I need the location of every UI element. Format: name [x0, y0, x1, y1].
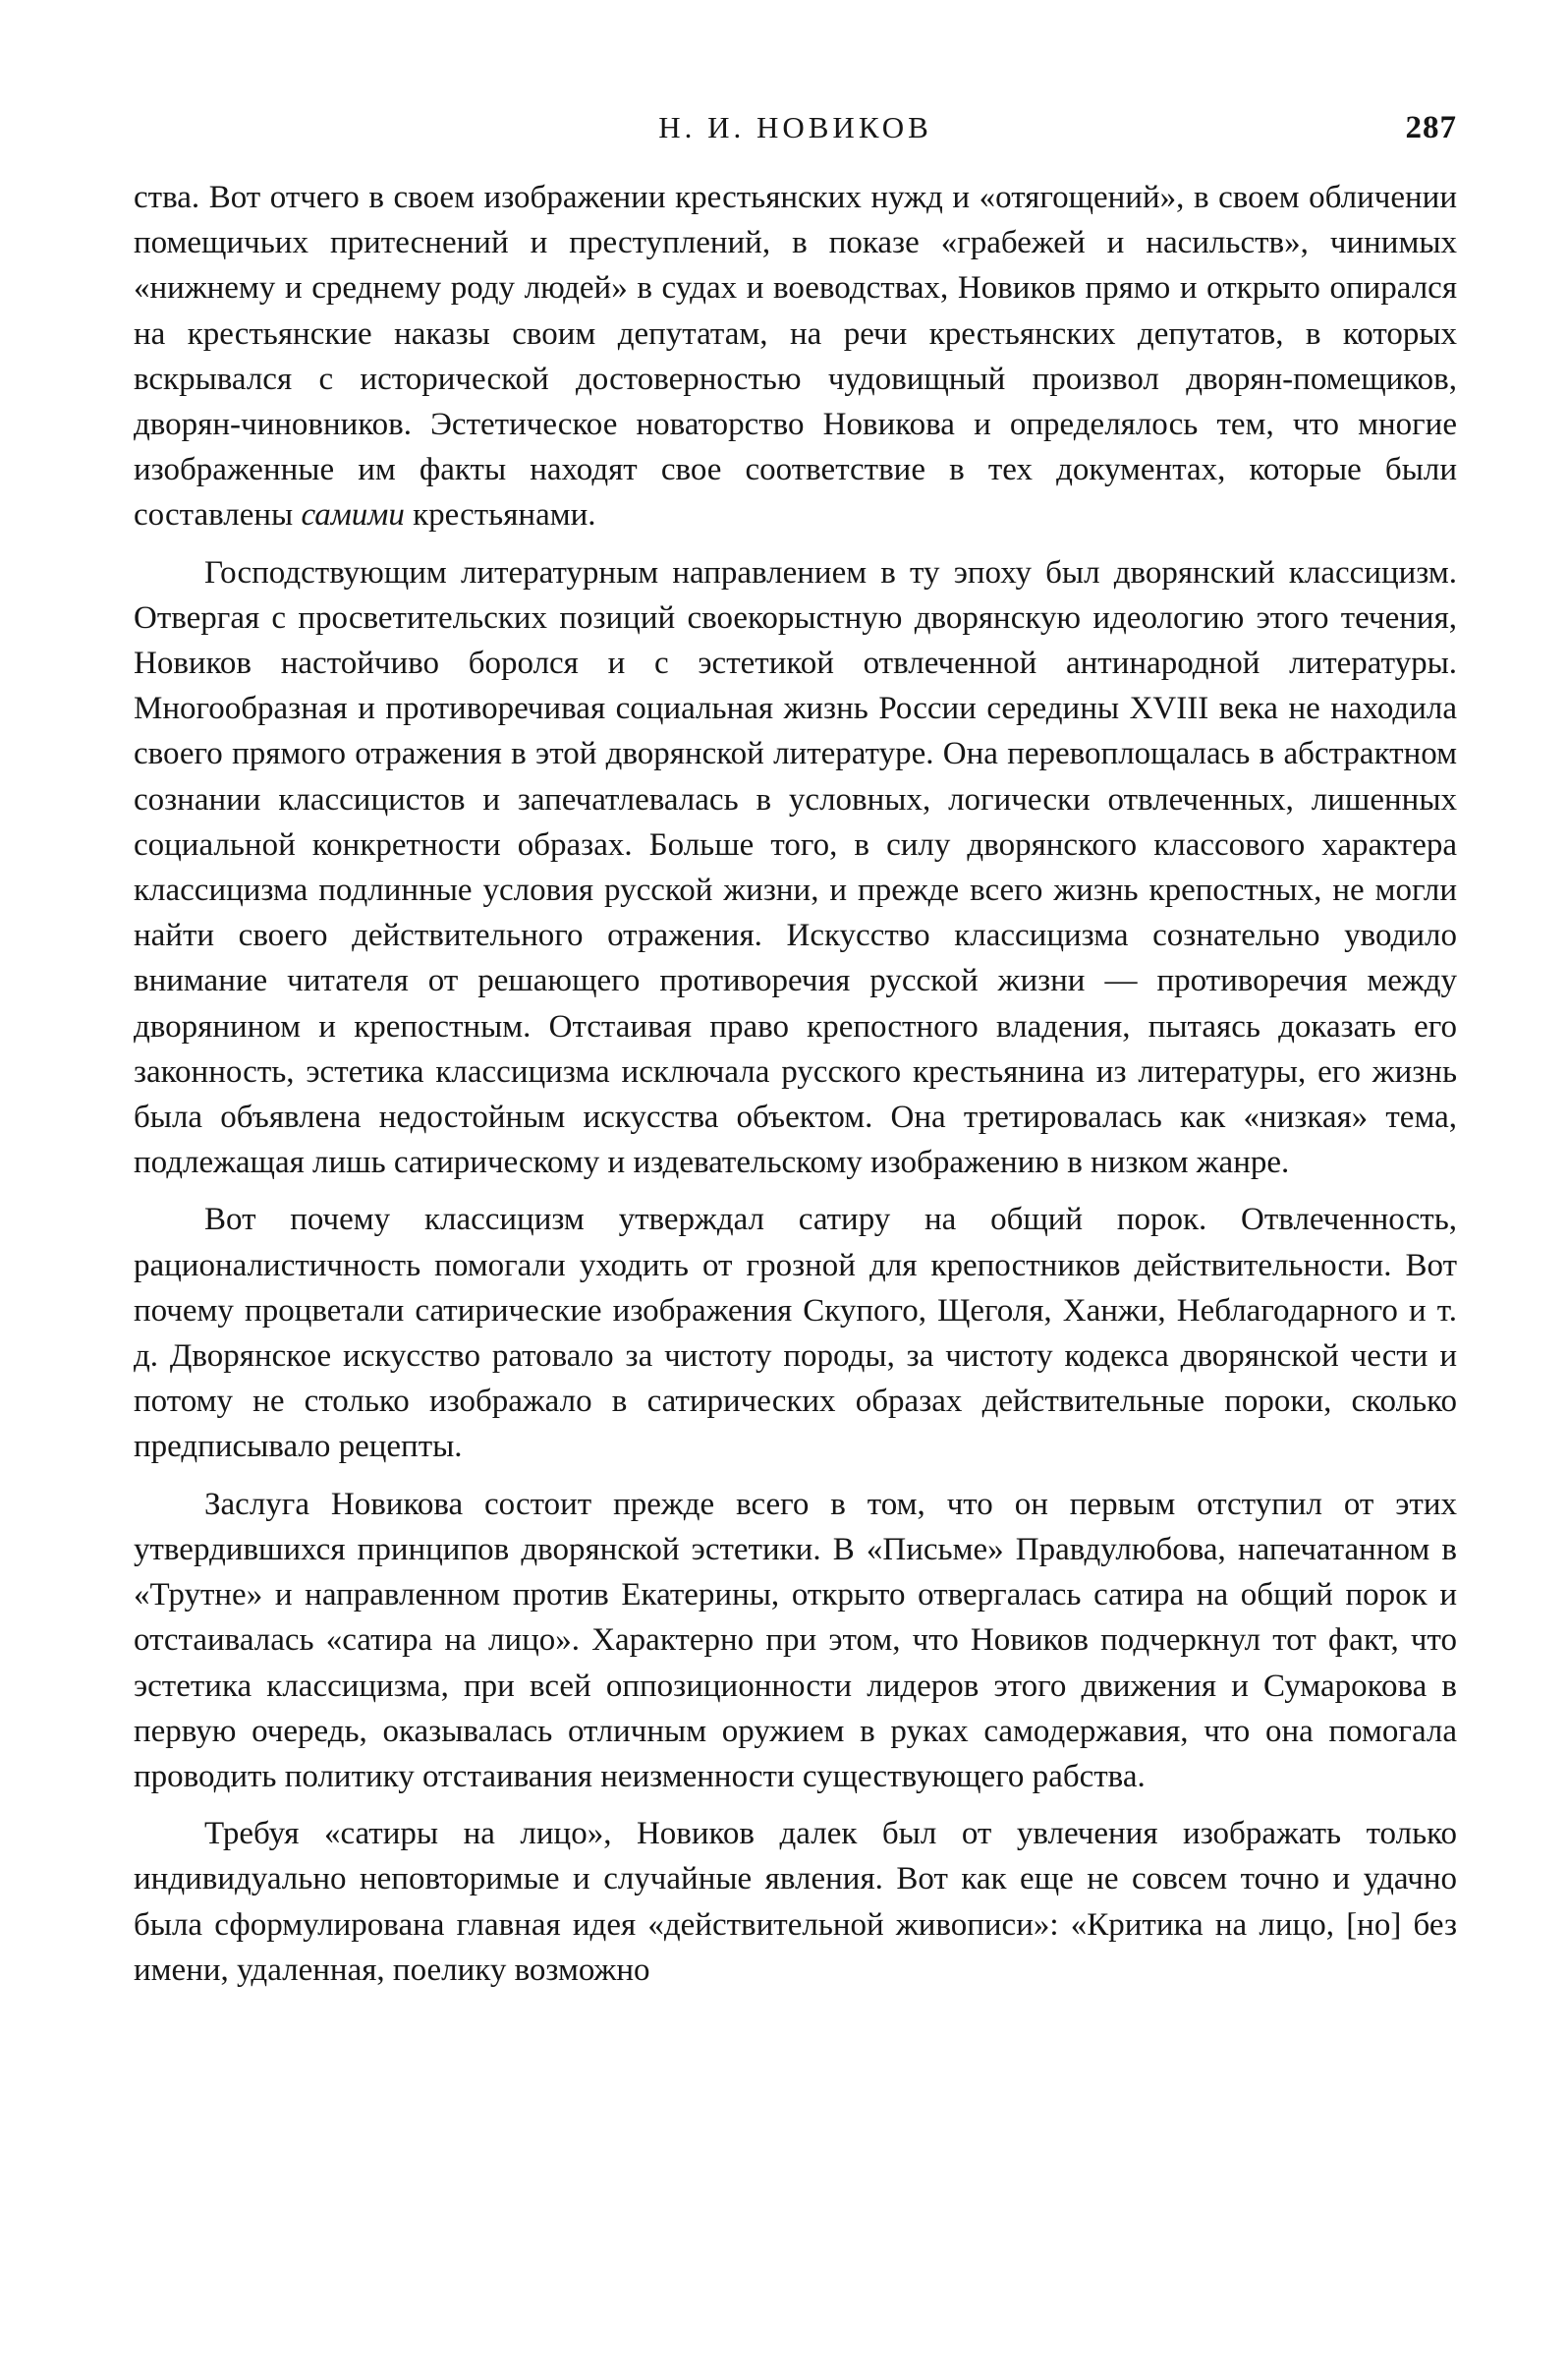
running-head	[134, 102, 1457, 153]
paragraph-2: Господствующим литературным направлением в ту эпоху был дворянский классицизм. Отвергая с просветительских позиций своекорыстную дворянскую идеологию этого течения, Новиков настойчиво боролся и с эстетикой отвлеченной антинародной литературы. Многообразная и противоречивая социальная жизнь России середины XVIII века не находила своего прямого отражения в этой дворянской литературе. Она перевоплощалась в абстрактном сознании классицистов и запечатлевалась в условных, логически отвлеченных, лишенных социальной конкретности образах. Больше того, в силу дворянского классового характера классицизма подлинные условия русской жизни, и прежде всего жизнь крепостных, не могли найти своего действительного отражения. Искусство классицизма сознательно уводило внимание читателя от решающего противоречия русской жизни — противоречия между дворянином и крепостным. Отстаивая право крепостного владения, пытаясь доказать его законность, эстетика классицизма исключала русского крестьянина из литературы, его жизнь была объявлена недостойным искусства объектом. Она третировалась как «низкая» тема, подлежащая лишь сатирическому и издевательскому изображению в низком жанре.	[134, 554, 1457, 1181]
paragraph-5: Требуя «сатиры на лицо», Новиков далек был от увлечения изображать только индивидуально неповторимые и случайные явления. Вот как еще не совсем точно и удачно была сформулирована главная идея «действительной живописи»: «Критика на лицо, [но] без имени, удаленная, поелику возможно	[134, 1816, 1457, 1988]
running-title: Н. И. НОВИКОВ	[658, 110, 932, 144]
paragraph-4: Заслуга Новикова состоит прежде всего в том, что он первым отступил от этих утвердившихся принципов дворянской эстетики. В «Письме» Правдулюбова, напечатанном в «Трутне» и направленном против Екатерины, открыто отвергалась сатира на общий порок и отстаивалась «сатира на лицо». Характерно при этом, что Новиков подчеркнул тот факт, что эстетика классицизма, при всей оппозиционности лидеров этого движения и Сумарокова в первую очередь, оказывалась отличным оружием в руках самодержавия, что она помогала проводить политику отстаивания неизменности существующего рабства.	[134, 1486, 1457, 1794]
emphasis-samimi: самими	[301, 497, 405, 534]
body-text	[134, 175, 1457, 2005]
paragraph-3: Вот почему классицизм утверждал сатиру на общий порок. Отвлеченность, рационалистичность помогали уходить от грозной для крепостников действительности. Вот почему процветали сатирические изображения Скупого, Щеголя, Ханжи, Неблагодарного и т. д. Дворянское искусство ратовало за чистоту породы, за чистоту кодекса дворянской чести и потому не столько изображало в сатирических образах действительные пороки, сколько предписывало рецепты.	[134, 1202, 1457, 1465]
paragraph-1-text-b: крестьянами.	[404, 497, 596, 534]
page-number: 287	[1405, 110, 1457, 145]
paragraph-1-text-a: ства. Вот отчего в своем изображении крестьянских нужд и «отягощений», в своем обличении помещичьих притеснений и преступлений, в показе «грабежей и насильств», чинимых «нижнему и среднему роду людей» в судах и воеводствах, Новиков прямо и открыто опирался на крестьянские наказы своим депутатам, на речи крестьянских депутатов, в которых вскрывался с исторической достоверностью чудовищный произвол дворян-помещиков, дворян-чиновников. Эстетическое новаторство Новикова и определялось тем, что многие изображенные им факты находят свое соответствие в тех документах, которые были составлены	[134, 180, 1457, 534]
paragraph-1	[134, 175, 1457, 538]
